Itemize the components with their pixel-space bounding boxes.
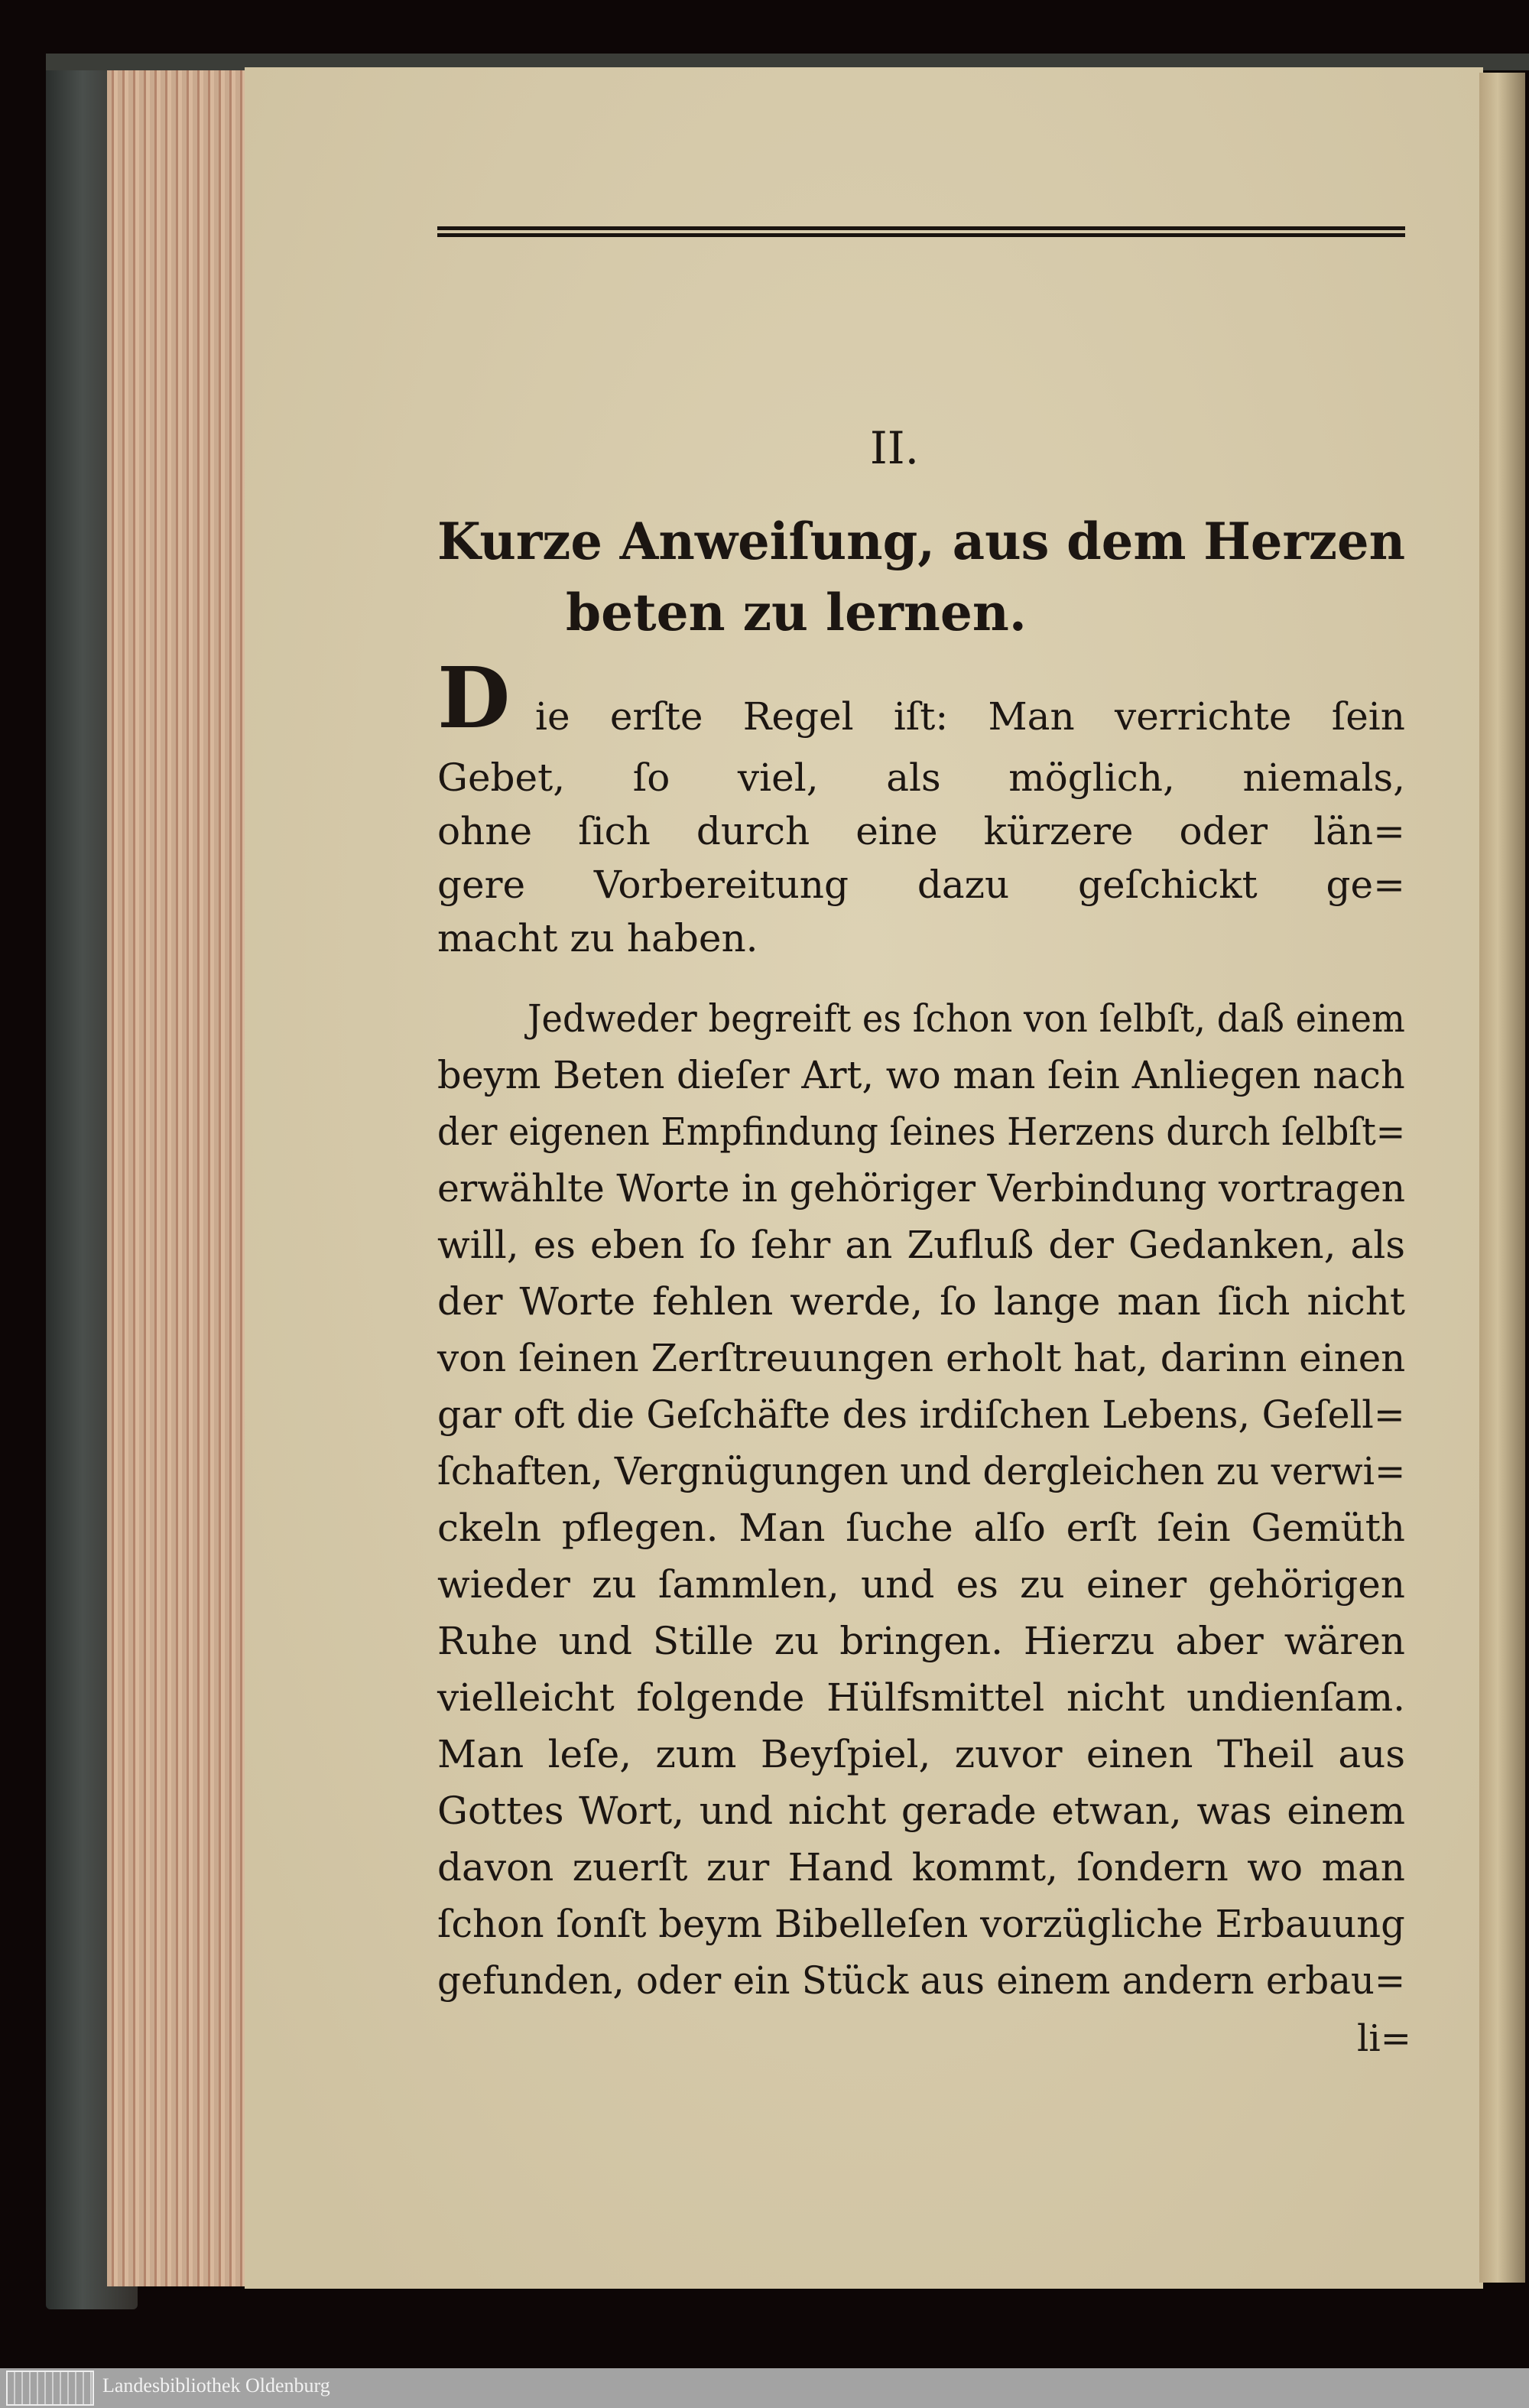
paragraph-2-line: vielleicht folgende Hülfsmittel nicht undienſam.	[437, 1675, 1405, 1720]
right-page-edge	[1479, 73, 1525, 2283]
paragraph-1-line: macht zu haben.	[437, 916, 758, 960]
paragraph-1-line: gere Vorbereitung dazu geſchickt ge=	[437, 863, 1405, 907]
page-edges	[107, 69, 245, 2286]
library-building-logo-icon	[6, 2371, 94, 2406]
paragraph-2-line: Man leſe, zum Beyſpiel, zuvor einen Theil aus	[437, 1732, 1405, 1776]
paragraph-2-line: beym Beten dieſer Art, wo man ſein Anliegen nach	[437, 1053, 1405, 1097]
drop-cap: D	[437, 648, 511, 747]
paragraph-2-line: von ſeinen Zerſtreuungen erholt hat, darinn einen	[437, 1336, 1406, 1380]
paragraph-2-line: der Worte fehlen werde, ſo lange man ſich nicht	[437, 1279, 1405, 1324]
paragraph-2-line: davon zuerſt zur Hand kommt, ſondern wo man	[437, 1845, 1405, 1890]
chapter-number: II.	[869, 422, 920, 474]
paragraph-2-line: ſchon ſonſt beym Bibelleſen vorzügliche Erbauung	[437, 1902, 1405, 1946]
paragraph-2-line: Jedweder begreift es ſchon von ſelbſt, daß einem	[528, 996, 1405, 1041]
paragraph-2-line: erwählte Worte in gehöriger Verbindung vortragen	[437, 1166, 1406, 1210]
paragraph-1-line: ohne ſich durch eine kürzere oder län=	[437, 809, 1405, 853]
paragraph-2-line: ſchaften, Vergnügungen und dergleichen zu verwi=	[437, 1449, 1406, 1493]
paragraph-2-line: gar oft die Geſchäfte des irdiſchen Lebens, Geſell=	[437, 1392, 1405, 1437]
paragraph-2-line: Gottes Wort, und nicht gerade etwan, was einem	[437, 1789, 1405, 1833]
paragraph-2-line: gefunden, oder ein Stück aus einem andern erbau=	[437, 1958, 1406, 2003]
paragraph-2-line: Ruhe und Stille zu bringen. Hierzu aber wären	[437, 1619, 1405, 1663]
library-footer	[0, 2368, 1529, 2408]
library-name: Landesbibliothek Oldenburg	[102, 2374, 330, 2397]
catchword: li=	[1357, 2017, 1411, 2060]
title-line-2: beten zu lernen.	[566, 583, 1027, 642]
paragraph-1-line: Gebet, ſo viel, als möglich, niemals,	[437, 756, 1405, 800]
paragraph-2-line: ckeln pflegen. Man ſuche alſo erſt ſein Gemüth	[437, 1506, 1405, 1550]
ornamental-rule	[437, 226, 1405, 237]
paragraph-2-line: wieder zu ſammlen, und es zu einer gehörigen	[437, 1562, 1405, 1607]
paragraph-1-line: ie erſte Regel iſt: Man verrichte ſein	[535, 694, 1405, 739]
paragraph-2-line: der eigenen Empfindung ſeines Herzens durch ſelbſt=	[437, 1110, 1406, 1154]
title-line-1: Kurze Anweiſung, aus dem Herzen	[437, 512, 1406, 571]
paragraph-2-line: will, es eben ſo ſehr an Zufluß der Gedanken, als	[437, 1223, 1405, 1267]
